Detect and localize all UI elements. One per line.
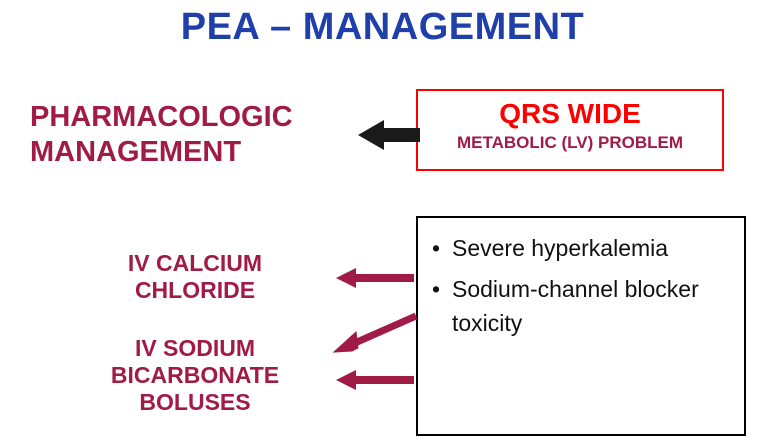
list-item-text: Severe hyperkalemia: [452, 235, 669, 261]
pharmacologic-line-2: MANAGEMENT: [30, 135, 242, 168]
sodium-line-2: BICARBONATE: [110, 362, 280, 389]
calcium-line-1: IV CALCIUM: [127, 250, 263, 276]
page-title: PEA – MANAGEMENT: [180, 6, 585, 48]
pharmacologic-line-1: PHARMACOLOGIC: [30, 101, 293, 133]
qrs-wide-title: QRS WIDE: [499, 98, 641, 129]
bullet-marker-icon: •: [432, 235, 441, 261]
sodium-line-3: BOLUSES: [139, 389, 251, 416]
label-iv-sodium-bicarbonate-boluses: [45, 335, 345, 416]
arrow-bullets-to-calcium-icon: [336, 266, 414, 290]
sodium-line-1: IV SODIUM: [134, 335, 256, 361]
calcium-line-2: CHLORIDE: [134, 277, 256, 304]
arrow-bullets-to-sodium-diagonal-icon: [332, 310, 418, 356]
label-iv-calcium-chloride: [60, 250, 330, 304]
qrs-wide-box: [416, 89, 724, 171]
list-item: [432, 232, 734, 265]
causes-bullets-box: [416, 216, 746, 436]
list-item: [432, 273, 734, 340]
label-pharmacologic-management: [30, 100, 360, 170]
list-item-text: Sodium-channel blocker toxicity: [452, 276, 699, 336]
bullet-marker-icon: •: [432, 276, 441, 303]
arrow-bullets-to-sodium-icon: [336, 368, 414, 392]
qrs-wide-subtitle: METABOLIC (LV) PROBLEM: [456, 132, 683, 152]
arrow-qrs-to-pharmacologic-icon: [358, 118, 420, 152]
